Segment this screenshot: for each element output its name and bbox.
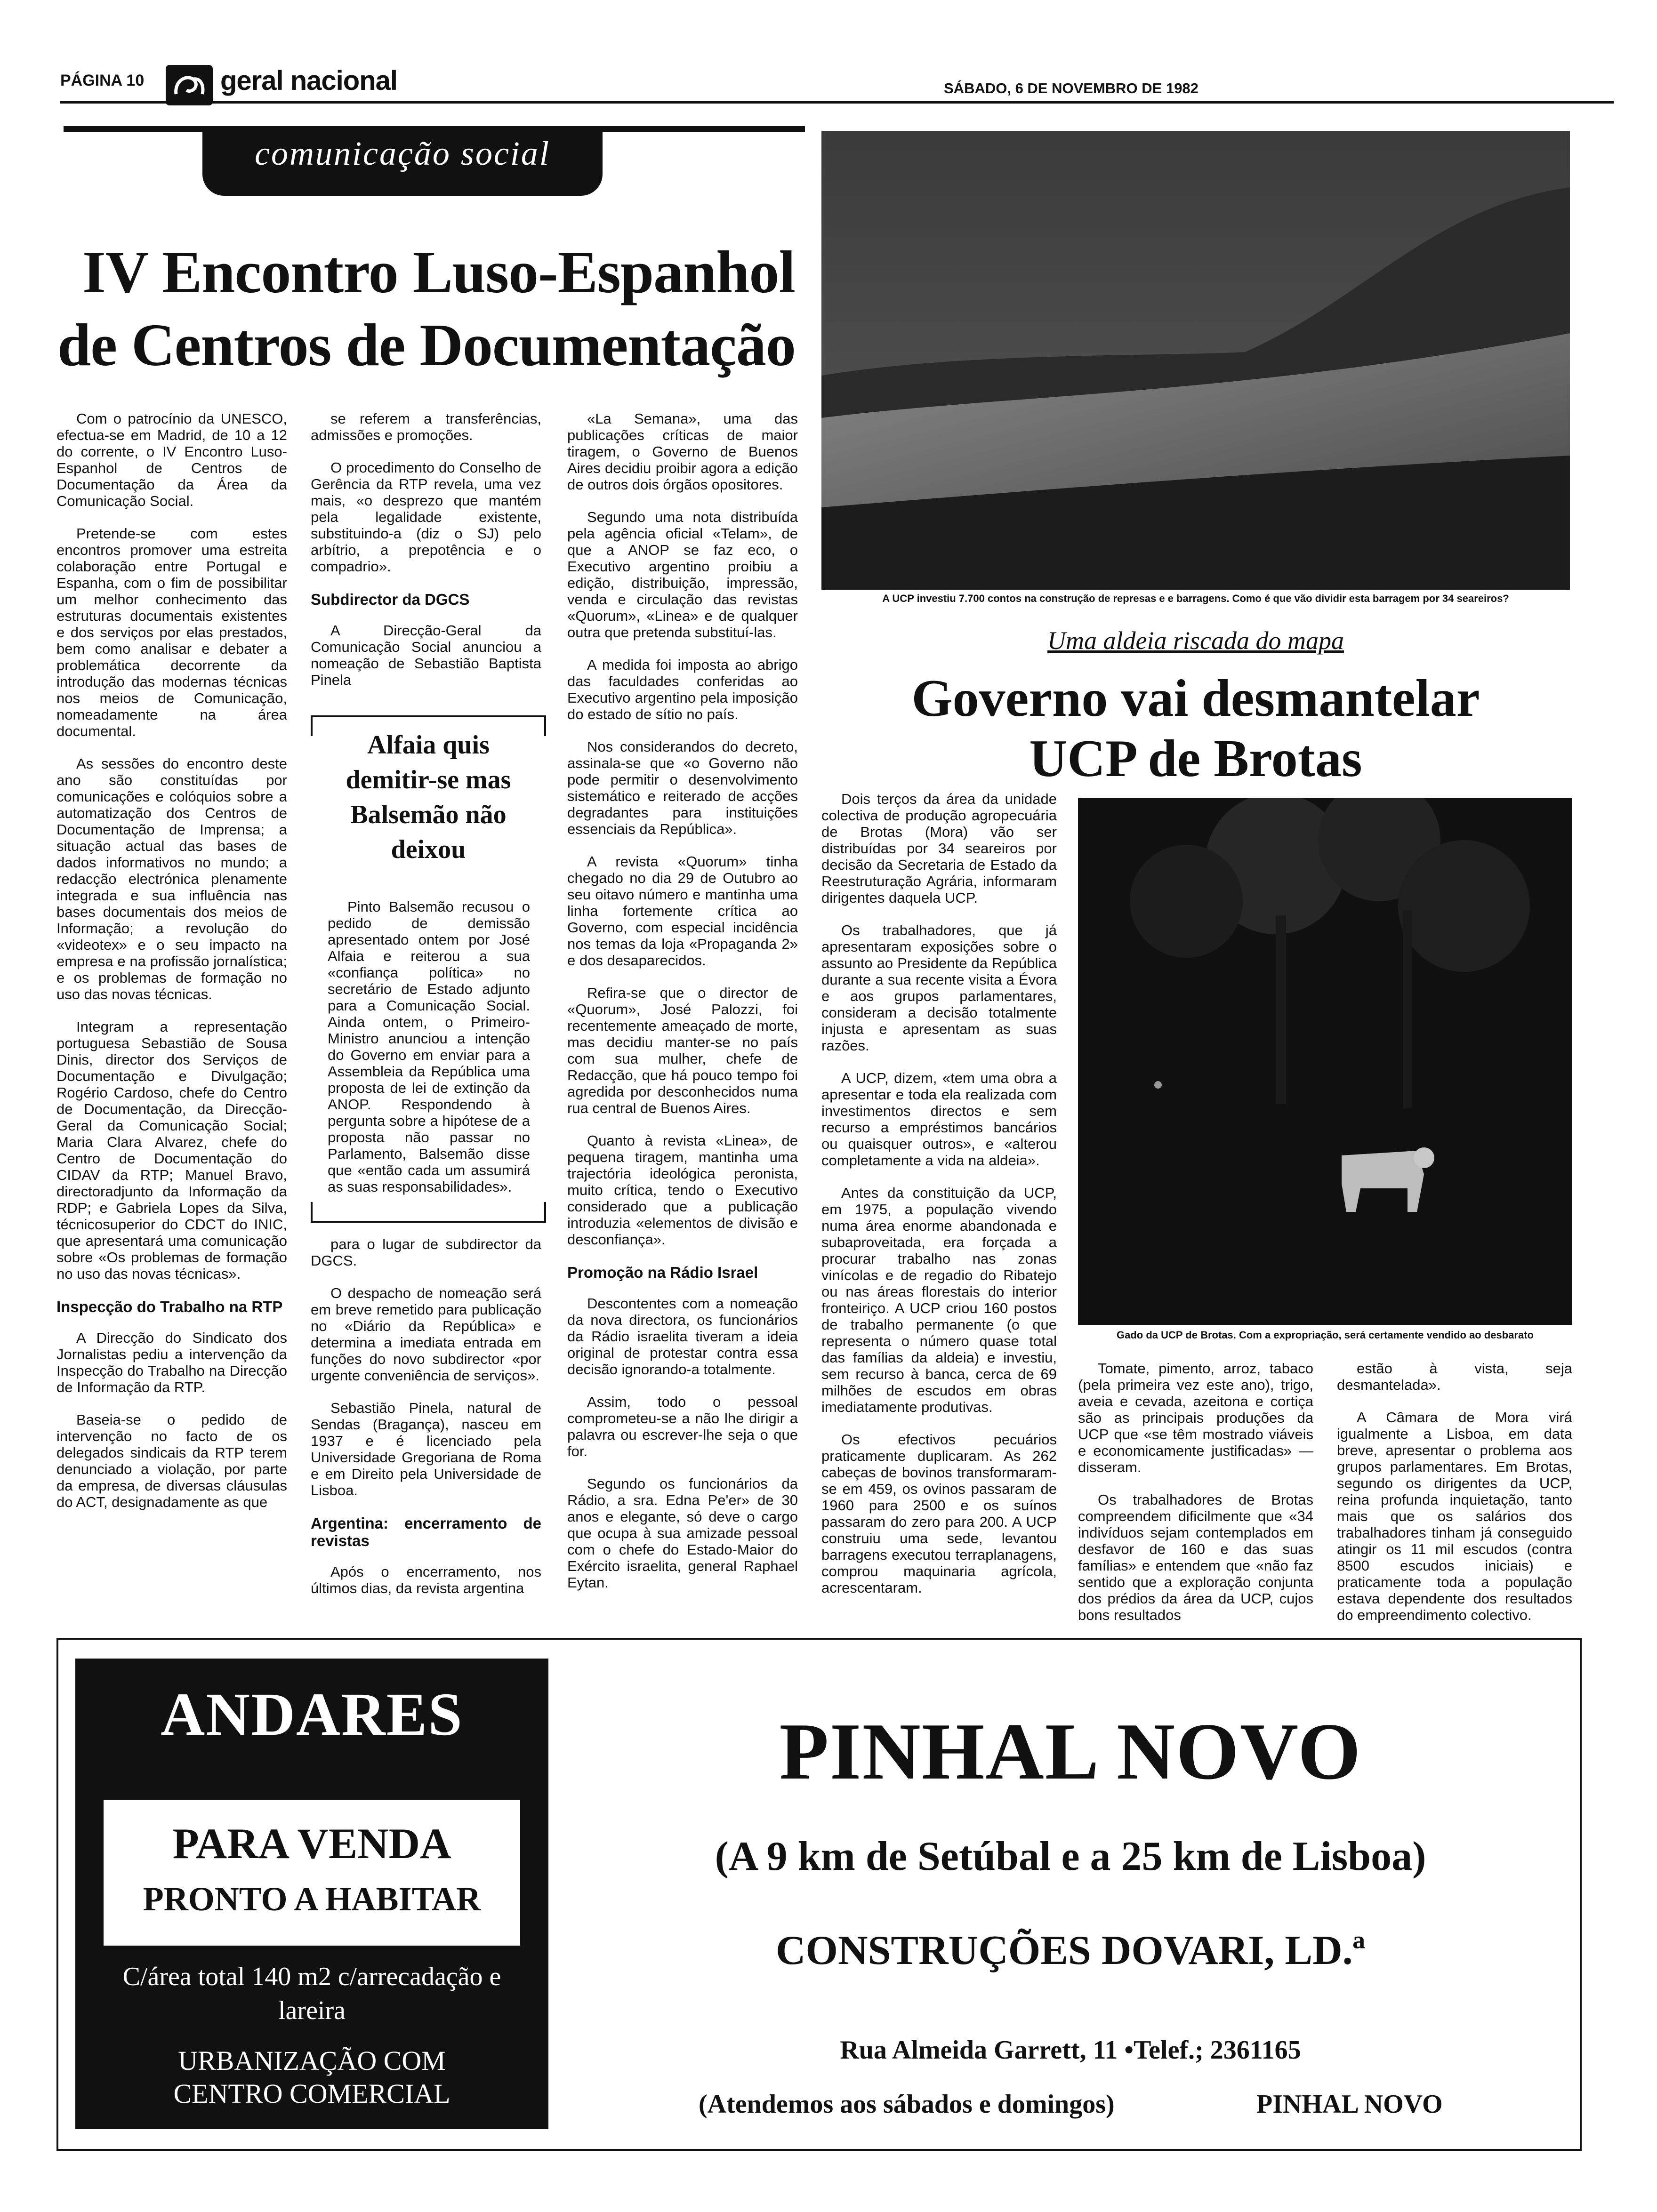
paragraph: Segundo uma nota distribuída pela agência oficial «Telam», de que a ANOP se faz eco, o Executivo argentino proibiu a edição, distribuição, impressão, venda e circulação das revistas «Quorum», «Linea» e de qualquer outra que pretenda substituí-las. xyxy=(567,509,798,641)
box-bracket-left-bottom xyxy=(311,1202,313,1221)
paragraph: Refira-se que o director de «Quorum», José Palozzi, foi recentemente ameaçado de morte, mas decidiu manter-se no país com sua mulher, chefe de Redacção, que há pouco tempo foi agredida por desconhecidos numa rua central de Buenos Aires. xyxy=(567,985,798,1116)
paragraph: A revista «Quorum» tinha chegado no dia 29 de Outubro ao seu oitavo número e mantinha uma linha fortemente crítica ao Governo, com especial incidência nos temas da loja «Propaganda 2» e dos desaparecidos. xyxy=(567,853,798,969)
dam-photo xyxy=(821,131,1570,590)
paragraph: Baseia-se o pedido de intervenção no facto de os delegados sindicais da RTP terem denunciado a violação, por parte da empresa, de diversas cláusulas do ACT, designadamente as que xyxy=(56,1411,287,1510)
paragraph: Descontentes com a nomeação da nova directora, os funcionários da Rádio israelita tiveram a ideia original de protestar contra essa decisão ignorando-a totalmente. xyxy=(567,1295,798,1378)
ad-left-line4: URBANIZAÇÃO COM CENTRO COMERCIAL xyxy=(173,2045,450,2109)
ad-right-line4b: PINHAL NOVO xyxy=(1256,2090,1443,2119)
subheading: Argentina: encerramento de revistas xyxy=(311,1515,541,1549)
paragraph: Quanto à revista «Linea», de pequena tiragem, mantinha uma trajectória ideológica peronista, muito crítica, tendo o Executivo considerado que a publicação introduzia «elementos de divisão e desconfiança». xyxy=(567,1132,798,1248)
ad-left-line2: PRONTO A HABITAR xyxy=(143,1880,481,1918)
paragraph: Os trabalhadores de Brotas compreendem dificilmente que «34 indivíduos sejam contemplados em desfavor de 160 e das suas famílias» e entendem que «não faz sentido que a exploração conjunta dos prédios da área da UCP, cujos bons resultados xyxy=(1078,1491,1313,1623)
brotas-column-right xyxy=(1337,1360,1572,1639)
article-column-2-bottom xyxy=(311,1236,541,1612)
section-title: geral nacional xyxy=(220,65,398,96)
paragraph: Segundo os funcionários da Rádio, a sra. Edna Pe'er» de 30 anos e elegante, só deve o cargo que ocupa à sua amizade pessoal com o chefe do Estado-Maior do Exército israelita, general Raphael Eytan. xyxy=(567,1475,798,1591)
headline-2-line1: Governo vai desmantelar xyxy=(911,669,1480,728)
section-logo xyxy=(166,65,213,105)
ad-right-title: PINHAL NOVO xyxy=(779,1707,1362,1796)
paragraph: Assim, todo o pessoal comprometeu-se a não lhe dirigir a palavra ou escrever-lhe seja o que for. xyxy=(567,1394,798,1459)
article-column-2-top xyxy=(311,410,541,704)
paragraph: se referem a transferências, admissões e promoções. xyxy=(311,410,541,443)
ad-left-block xyxy=(75,1659,548,2129)
ad-right-line2: CONSTRUÇÕES DOVARI, LD.ª xyxy=(775,1928,1366,1973)
subheading: Promoção na Rádio Israel xyxy=(567,1264,758,1281)
box-bracket-right-bottom xyxy=(544,1202,546,1221)
paragraph: O despacho de nomeação será em breve remetido para publicação no «Diário da República» e determina a imediata entrada em funções do novo subdirector «por urgente conveniência de serviços». xyxy=(311,1285,541,1384)
paragraph: Antes da constituição da UCP, em 1975, a população vivendo numa área enorme abandonada e subaproveitada, era forçada a procurar trabalho nas zonas vinícolas e de regadio do Ribatejo ou nas áreas florestais do interior fronteiriço. A UCP criou 160 postos de trabalho permanente (o que representa o número quase total das famílias da aldeia) e investiu, sem recurso à banca, cerca de 69 milhões de escudos em obras imediatamente produtivas. xyxy=(821,1185,1057,1415)
paragraph: A Direcção do Sindicato dos Jornalistas pediu a intervenção da Inspecção do Trabalho na Direcção de Informação da RTP. xyxy=(56,1330,287,1395)
subheading: Subdirector da DGCS xyxy=(311,591,470,608)
ad-left-white-panel xyxy=(104,1800,520,1946)
page-number: PÁGINA 10 xyxy=(60,72,145,89)
paragraph: A Direcção-Geral da Comunicação Social anunciou a nomeação de Sebastião Baptista Pinela xyxy=(311,622,541,688)
issue-date: SÁBADO, 6 DE NOVEMBRO DE 1982 xyxy=(944,80,1199,96)
banner-label: comunicação social xyxy=(255,135,550,172)
logo-icon xyxy=(166,65,213,105)
headline-line2: de Centros de Documentação xyxy=(57,312,796,378)
box-title: Alfaia quis demitir-se mas Balsemão não deixou xyxy=(346,730,511,864)
dam-photo-caption: A UCP investiu 7.700 contos na construção de represas e e barragens. Como é que vão dividir esta barragem por 34 seareiros? xyxy=(882,593,1509,604)
dam-landscape-image xyxy=(821,131,1570,590)
paragraph: «La Semana», uma das publicações críticas de maior tiragem, o Governo de Buenos Aires decidiu proibir agora a edição de outros dois órgãos opositores. xyxy=(567,410,798,493)
ad-right-line4a: (Atendemos aos sábados e domingos) xyxy=(699,2090,1115,2119)
cattle-photo-caption: Gado da UCP de Brotas. Com a expropriação, será certamente vendido ao desbarato xyxy=(1117,1329,1534,1341)
article-kicker: Uma aldeia riscada do mapa xyxy=(1047,626,1344,655)
paragraph: Tomate, pimento, arroz, tabaco (pela primeira vez este ano), trigo, aveia e cevada, azeitona e cortiça são as principais produções da UCP que «se têm mostrado viáveis e economicamente justificadas» — disseram. xyxy=(1078,1360,1313,1475)
paragraph: Com o patrocínio da UNESCO, efectua-se em Madrid, de 10 a 12 do corrente, o IV Encontro Luso-Espanhol de Centros de Documentação da Área da Comunicação Social. xyxy=(56,410,287,509)
paragraph: Os trabalhadores, que já apresentaram exposições sobre o assunto ao Presidente da República durante a sua recente visita a Évora e aos grupos parlamentares, consideram a decisão totalmente injusta e apresentam as suas razões. xyxy=(821,922,1057,1054)
brotas-column-left xyxy=(821,791,1057,1612)
paragraph: Após o encerramento, nos últimos dias, da revista argentina xyxy=(311,1563,541,1596)
ad-left-title: ANDARES xyxy=(161,1681,463,1748)
paragraph: Pretende-se com estes encontros promover uma estreita colaboração entre Portugal e Espanha, com o fim de possibilitar um melhor conhecimento das estruturas documentais existentes e dos serviços por elas prestados, bem como analisar e debater a problemática decorrente da introdução das modernas técnicas nos meios de Comunicação, nomeadamente na área documental. xyxy=(56,525,287,739)
paragraph: O procedimento do Conselho de Gerência da RTP revela, uma vez mais, «o desprezo que mantém pela legalidade existente, substituindo-a (diz o SJ) pelo arbítrio, a prepotência e o compadrio». xyxy=(311,459,541,575)
paragraph: Sebastião Pinela, natural de Sendas (Bragança), nasceu em 1937 e é licenciado pela Universidade Gregoriana de Roma e em Direito pela Universidade de Lisboa. xyxy=(311,1400,541,1499)
paragraph: Nos considerandos do decreto, assinala-se que «o Governo não pode permitir o desenvolvimento sistemático e reiterado de acções degradantes para instituições essenciais da República». xyxy=(567,738,798,837)
boxed-story xyxy=(311,715,546,1223)
paragraph: As sessões do encontro deste ano são constituídas por comunicações e colóquios sobre a automatização dos Centros de Documentação de Imprensa; a situação actual das bases de dados informativos no mundo; a redacção electrónica plenamente integrada e sua influência nas bases documentais dos meios de Informação; a revolução do «videotex» e o seu impacto na empresa e na profissão jornalística; e os problemas de formação no uso das novas técnicas. xyxy=(56,755,287,1002)
header-rule xyxy=(60,101,1614,104)
headline-line1: IV Encontro Luso-Espanhol xyxy=(82,239,795,305)
paragraph: Integram a representação portuguesa Sebastião de Sousa Dinis, director dos Serviços de Documentação e Divulgação; Rogério Cardoso, chefe do Centro de Documentação, da Direcção-Geral da Comunicação Social; Maria Clara Alvarez, chefe do Centro de Documentação do CIDAV da RTP; Manuel Bravo, directoradjunto da Informação da RDP; e Gabriela Lopes da Silva, técnicosuperior do CDCT do INIC, que apresentará uma comunicação sobre «Os problemas de formação no uso das novas técnicas». xyxy=(56,1018,287,1282)
ad-left-line3: C/área total 140 m2 c/arrecadação e lareira xyxy=(122,1962,501,2025)
box-body xyxy=(328,898,530,1211)
article-column-1 xyxy=(56,410,287,1526)
cattle-image xyxy=(1078,798,1572,1325)
paragraph: Os efectivos pecuários praticamente duplicaram. As 262 cabeças de bovinos transformaram-se em 459, os ovinos passaram de 1960 para 2500 e os suínos passaram do zero para 200. A UCP construiu uma sede, levantou barragens executou terraplanagens, comprou maquinaria agrícola, acrescentaram. xyxy=(821,1431,1057,1596)
ad-left-line1: PARA VENDA xyxy=(172,1819,451,1867)
brotas-column-mid xyxy=(1078,1360,1313,1639)
advertisement xyxy=(56,1638,1582,2151)
paragraph: para o lugar de subdirector da DGCS. xyxy=(311,1236,541,1269)
ad-right-line3: Rua Almeida Garrett, 11 •Telef.; 2361165 xyxy=(840,2036,1301,2065)
paragraph: Pinto Balsemão recusou o pedido de demissão apresentado ontem por José Alfaia e reiterou a sua «confiança política» no secretário de Estado adjunto para a Comunicação Social. Ainda ontem, o Primeiro-Ministro anunciou a intenção do Governo em enviar para a Assembleia da República uma proposta de lei de extinção da ANOP. Respondendo à pergunta sobre a hipótese de a proposta não passar no Parlamento, Balsemão disse que «então cada um assumirá as suas responsabilidades». xyxy=(328,898,530,1195)
box-bracket-right xyxy=(544,717,546,736)
ad-right-line1: (A 9 km de Setúbal e a 25 km de Lisboa) xyxy=(715,1834,1426,1879)
paragraph: estão à vista, seja desmantelada». xyxy=(1337,1360,1572,1393)
subheading: Inspecção do Trabalho na RTP xyxy=(56,1298,283,1315)
paragraph: A UCP, dizem, «tem uma obra a apresentar e toda ela realizada com investimentos directos e sem recurso a empréstimos bancários ou quaisquer outros», e «alterou completamente a vida na aldeia». xyxy=(821,1070,1057,1169)
paragraph: A Câmara de Mora virá igualmente a Lisboa, em data breve, apresentar o problema aos grupos parlamentares. Em Brotas, segundo os dirigentes da UCP, reina profunda inquietação, tanto mais que os salários dos trabalhadores tinham já conseguido atingir os 11 mil escudos (contra 8500 escudos iniciais) e praticamente toda a população estava dependente dos resultados do empreendimento colectivo. xyxy=(1337,1409,1572,1623)
headline-2-line2: UCP de Brotas xyxy=(1029,729,1362,788)
paragraph: Dois terços da área da unidade colectiva de produção agropecuária de Brotas (Mora) vão ser distribuídas por 34 seareiros por decisão da Secretaria de Estado da Reestruturação Agrária, informaram dirigentes daquela UCP. xyxy=(821,791,1057,906)
article-column-3 xyxy=(567,410,798,1607)
cattle-photo xyxy=(1078,798,1572,1325)
paragraph: A medida foi imposta ao abrigo das faculdades conferidas ao Executivo argentino pela imposição do estado de sítio no país. xyxy=(567,657,798,722)
box-bracket-left xyxy=(311,717,313,736)
